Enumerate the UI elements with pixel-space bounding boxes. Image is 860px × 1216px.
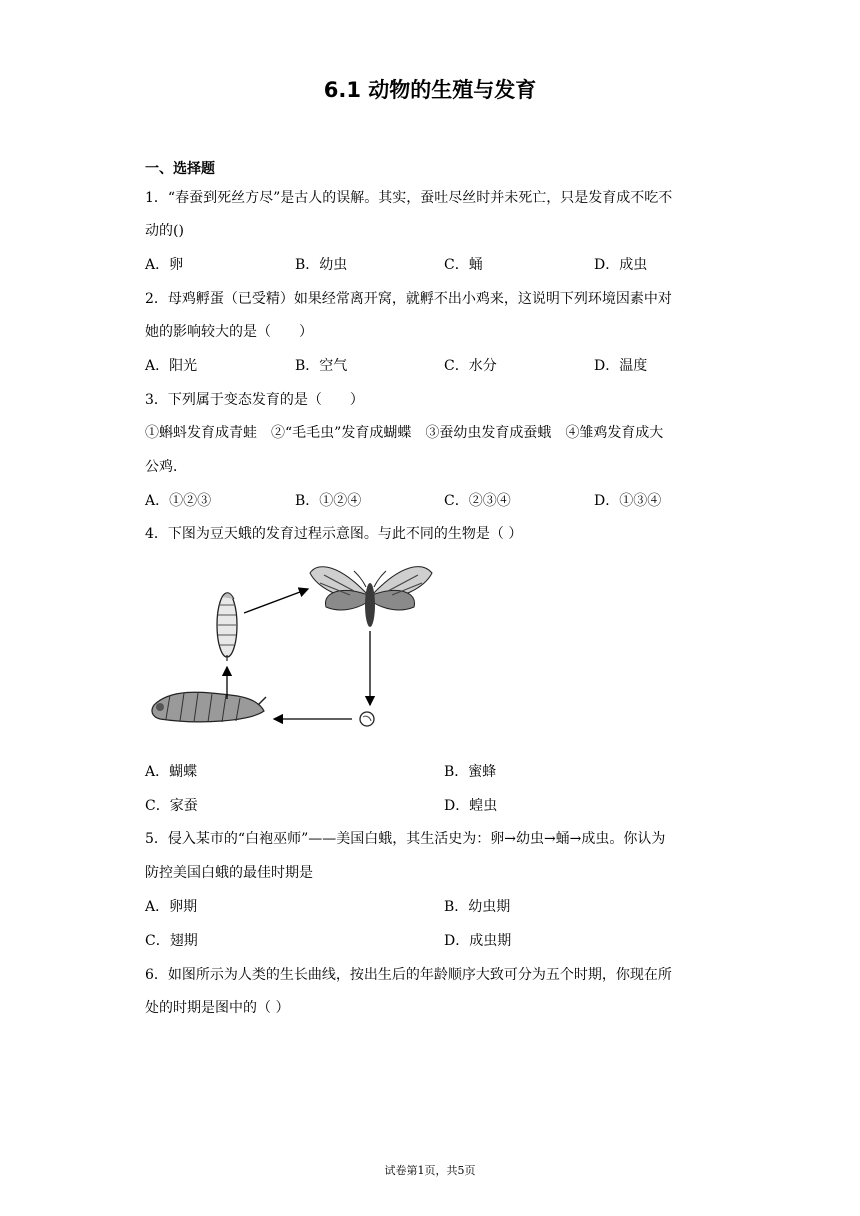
q2-stem-line2: 她的影响较大的是（ ） — [145, 324, 313, 340]
q3-stem-line3: 公鸡． — [145, 459, 187, 475]
q1-stem-line1: 1．“春蚕到死丝方尽”是古人的误解。其实，蚕吐尽丝时并未死亡，只是发育成不吃不 — [145, 190, 673, 206]
arrow-pupa-to-adult — [244, 589, 308, 613]
q3-option-a: A．①②③ — [145, 493, 212, 509]
q2-option-a: A．阳光 — [145, 358, 198, 374]
q5-option-c: C．翅期 — [145, 933, 198, 949]
page-footer: 试卷第1页，共5页 — [384, 1164, 476, 1177]
q3-option-c: C．②③④ — [444, 493, 511, 509]
q1-option-c: C．蛹 — [444, 257, 483, 273]
q3-stem-line1: 3．下列属于变态发育的是（ ） — [145, 392, 364, 408]
q6-stem-line2: 处的时期是图中的（ ） — [145, 1000, 290, 1016]
q1-option-a: A．卵 — [145, 257, 184, 273]
q3-option-d: D．①③④ — [594, 493, 662, 509]
larva-illustration — [152, 692, 266, 722]
q2-option-b: B．空气 — [295, 358, 348, 374]
q1-stem-line2: 动的() — [145, 223, 184, 239]
bean-hawkmoth-lifecycle-figure — [140, 555, 450, 739]
q4-option-b: B．蜜蜂 — [444, 764, 497, 780]
q4-option-a: A．蝴蝶 — [145, 764, 198, 780]
egg-illustration — [360, 712, 374, 726]
section-title: 一、选择题 — [145, 161, 215, 177]
q5-option-b: B．幼虫期 — [444, 899, 511, 915]
q6-stem-line1: 6．如图所示为人类的生长曲线，按出生后的年龄顺序大致可分为五个时期，你现在所 — [145, 967, 672, 983]
q5-stem-line1: 5．侵入某市的“白袍巫师”——美国白蛾，其生活史为：卵→幼虫→蛹→成虫。你认为 — [145, 831, 666, 847]
pupa-illustration — [217, 593, 237, 661]
q4-option-d: D．蝗虫 — [444, 798, 498, 814]
q2-stem-line1: 2．母鸡孵蛋（已受精）如果经常离开窝，就孵不出小鸡来，这说明下列环境因素中对 — [145, 291, 672, 307]
q1-option-b: B．幼虫 — [295, 257, 348, 273]
q1-option-d: D．成虫 — [594, 257, 648, 273]
q2-option-c: C．水分 — [444, 358, 497, 374]
q4-option-c: C．家蚕 — [145, 798, 198, 814]
q5-option-d: D．成虫期 — [444, 933, 512, 949]
q4-stem-line1: 4．下图为豆天蛾的发育过程示意图。与此不同的生物是（ ） — [145, 526, 523, 542]
q5-stem-line2: 防控美国白蛾的最佳时期是 — [145, 865, 313, 881]
q3-option-b: B．①②④ — [295, 493, 362, 509]
moth-adult-illustration — [310, 567, 432, 627]
q3-stem-line2: ①蝌蚪发育成青蛙 ②“毛毛虫”发育成蝴蝶 ③蚕幼虫发育成蚕蛾 ④雏鸡发育成大 — [145, 425, 664, 441]
q2-option-d: D．温度 — [594, 358, 648, 374]
page-title: 6.1 动物的生殖与发育 — [323, 78, 537, 102]
q5-option-a: A．卵期 — [145, 899, 198, 915]
